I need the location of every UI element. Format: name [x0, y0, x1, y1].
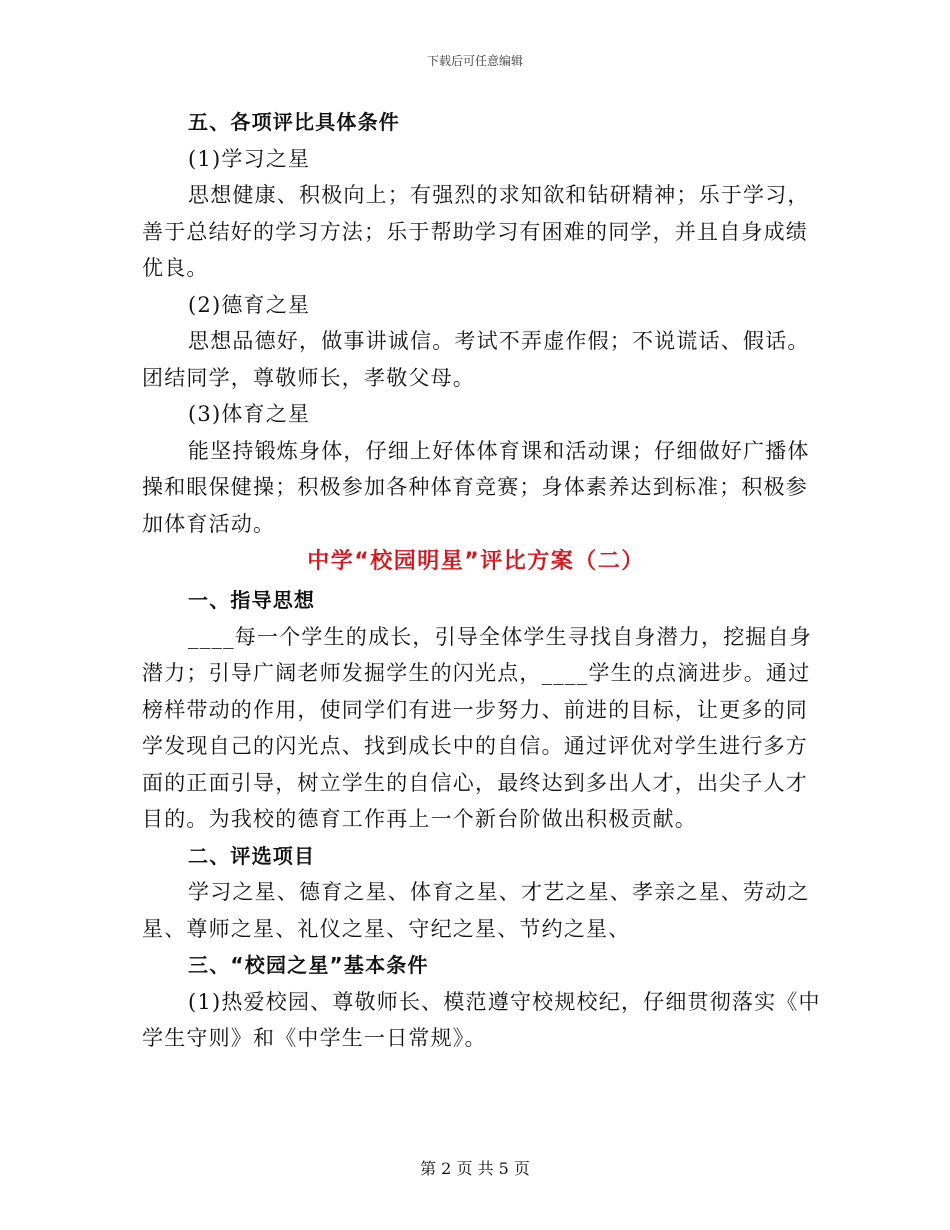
- paragraph-line: 星、尊师之星、礼仪之星、守纪之星、节约之星、: [142, 916, 631, 941]
- paragraph-line: 操和眼保健操；积极参加各种体育竞赛；身体素养达到标准；积极参: [142, 475, 808, 499]
- item-label: (2)德育之星: [188, 292, 311, 317]
- paragraph-line: 面的正面引导，树立学生的自信心，最终达到多出人才，出尖子人才: [142, 770, 808, 795]
- item-label: (1)学习之星: [188, 146, 311, 171]
- paragraph-line: ____每一个学生的成长，引导全体学生寻找自身潜力，挖掘自身: [188, 624, 812, 649]
- item-label: (3)体育之星: [188, 402, 311, 426]
- document-body: [142, 104, 821, 1057]
- paragraph-line: 目的。为我校的德育工作再上一个新台阶做出积极贡献。: [142, 807, 697, 831]
- paragraph-line: 学发现自己的闪光点、找到成长中的自信。通过评优对学生进行多方: [142, 734, 808, 758]
- section-heading: 五、各项评比具体条件: [188, 110, 400, 134]
- paragraph-line: (1)热爱校园、尊敬师长、模范遵守校规校纪，仔细贯彻落实《中: [188, 989, 821, 1014]
- page-number: 第 2 页 共 5 页: [420, 1159, 530, 1178]
- paragraph-line: 团结同学，尊敬师长，孝敬父母。: [142, 365, 475, 390]
- paragraph-line: 榜样带动的作用，使同学们有进一步努力、前进的目标，让更多的同: [142, 697, 808, 722]
- paragraph-line: 善于总结好的学习方法；乐于帮助学习有困难的同学，并且自身成绩: [142, 219, 808, 244]
- paragraph-line: 加体育活动。: [142, 511, 276, 536]
- paragraph-line: 思想品德好，做事讲诚信。考试不弄虚作假；不说谎话、假话。: [188, 329, 810, 353]
- paragraph-line: 学习之星、德育之星、体育之星、才艺之星、孝亲之星、劳动之: [188, 880, 810, 904]
- section-heading: 三、“校园之星”基本条件: [188, 953, 429, 977]
- paragraph-line: 学生守则》和《中学生一日常规》。: [142, 1026, 487, 1050]
- paragraph-line: 潜力；引导广阔老师发掘学生的闪光点，____学生的点滴进步。通过: [142, 661, 811, 685]
- paragraph-line: 优良。: [142, 256, 209, 280]
- document-title: 中学“校园明星”评比方案（二）: [307, 549, 645, 574]
- paragraph-line: 思想健康、积极向上；有强烈的求知欲和钻研精神；乐于学习，: [188, 183, 810, 207]
- page-header-note: 下载后可任意编辑: [426, 54, 523, 68]
- section-heading: 二、评选项目: [188, 843, 316, 868]
- paragraph-line: 能坚持锻炼身体，仔细上好体体育课和活动课；仔细做好广播体: [188, 438, 810, 463]
- section-heading: 一、指导思想: [188, 588, 316, 612]
